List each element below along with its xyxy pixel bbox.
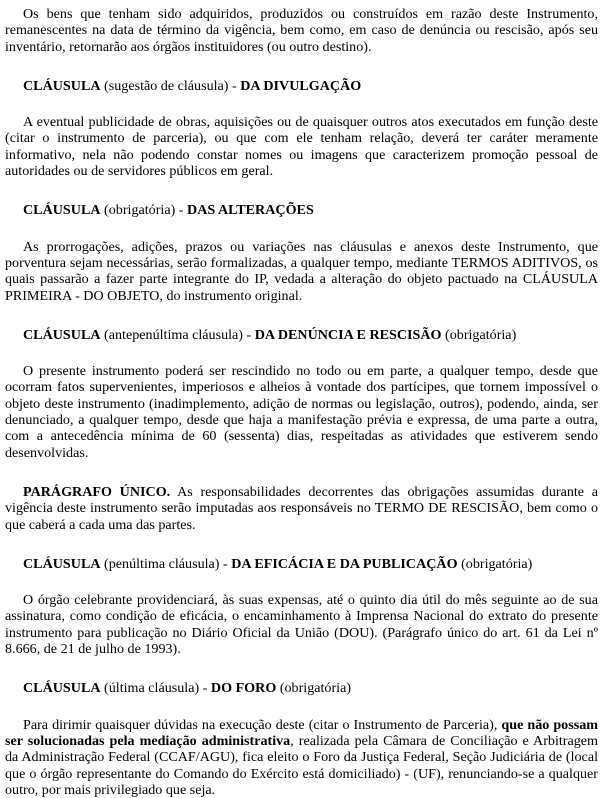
- paragraph-eficacia: O órgão celebrante providenciará, às suas expensas, até o quinto dia útil do mês seguinte ao de sua assinatura, como condição de eficácia, o encaminhamento à Imprensa Nacional do extrato do presente instrumento para publicação no Diário Oficial da União (DOU). (Parágrafo único do art. 61 da Lei nº 8.666, de 21 de julho de 1993).: [5, 592, 598, 658]
- clause-label: CLÁUSULA: [23, 680, 101, 697]
- clause-title: DA DIVULGAÇÃO: [240, 77, 362, 94]
- paragraph-alteracoes: As prorrogações, adições, prazos ou variações nas cláusulas e anexos deste Instrumento, que porventura sejam necessárias, serão formalizadas, a qualquer tempo, mediante TERMOS ADITIVOS, os quais passarão a fazer parte integrante do IP, vedada a alteração do objeto pactuado na CLÁUSULA PRIMEIRA - DO OBJETO, do instrumento original.: [5, 238, 598, 304]
- clause-label: CLÁUSULA: [23, 202, 101, 219]
- paragraph-unico-text: As responsabilidades decorrentes das obrigações assumidas durante a vigência deste instrumento serão imputadas aos responsáveis no TERMO DE RESCISÃO, bem como o que caberá a cada uma das partes.: [5, 483, 599, 533]
- clause-title: DAS ALTERAÇÕES: [187, 202, 314, 219]
- clause-heading-denuncia: [5, 327, 598, 343]
- clause-note: (última cláusula) -: [100, 680, 211, 697]
- paragraph-unico: [5, 484, 598, 533]
- clause-title: DO FORO: [210, 680, 277, 697]
- paragraph-foro-part1: Para dirimir quaisquer dúvidas na execução deste (citar o Instrumento de Parceria),: [23, 716, 502, 733]
- paragraph-foro: [5, 717, 598, 798]
- clause-suffix: (obrigatória): [457, 555, 533, 572]
- clause-label: CLÁUSULA: [23, 77, 101, 94]
- paragraph-foro-bold: que não possam ser solucionadas pela mediação administrativa: [5, 716, 598, 749]
- clause-note: (obrigatória) -: [100, 202, 188, 219]
- clause-suffix: (obrigatória): [276, 680, 352, 697]
- paragraph-denuncia: O presente instrumento poderá ser rescindido no todo ou em parte, a qualquer tempo, desde que ocorram fatos supervenientes, imperiosos e alheios à vontade dos partícipes, que tornem impossível o objeto deste instrumento (inadimplemento, adição de normas ou legislação, outros), podendo, ainda, ser denunciado, a qualquer tempo, desde que haja a manifestação prévia e expressa, de uma parte a outra, com a antecedência mínima de 60 (sessenta) dias, respeitadas as atividades que estiverem sendo desenvolvidas.: [5, 363, 598, 461]
- clause-note: (penúltima cláusula) -: [100, 555, 232, 572]
- clause-heading-foro: [5, 680, 598, 696]
- paragraph-foro-part2: , realizada pela Câmara de Conciliação e Arbitragem da Administração Federal (CCAF/AGU), fica eleito o Foro da Justiça Federal, Seção Judiciária de (local que o órgão representante do Comando do Exército está domiciliado) - (UF), renunciando-se a qualquer outro, por mais privilegiado que seja.: [5, 732, 598, 798]
- clause-heading-eficacia: [5, 556, 598, 572]
- clause-heading-alteracoes: [5, 202, 598, 218]
- clause-title: DA DENÚNCIA E RESCISÃO: [254, 326, 442, 343]
- clause-heading-divulgacao: [5, 78, 598, 94]
- paragraph-bens: Os bens que tenham sido adquiridos, produzidos ou construídos em razão deste Instrumento, remanescentes na data de término da vigência, bem como, em caso de denúncia ou rescisão, após seu inventário, retornarão aos órgãos instituidores (ou outro destino).: [5, 6, 598, 55]
- clause-title: DA EFICÁCIA E DA PUBLICAÇÃO: [231, 555, 458, 572]
- clause-label: CLÁUSULA: [23, 555, 101, 572]
- paragraph-unico-label: PARÁGRAFO ÚNICO.: [23, 483, 171, 500]
- clause-note: (sugestão de cláusula) -: [100, 77, 241, 94]
- clause-note: (antepenúltima cláusula) -: [100, 326, 255, 343]
- clause-label: CLÁUSULA: [23, 326, 101, 343]
- paragraph-divulgacao: A eventual publicidade de obras, aquisições ou de quaisquer outros atos executados em função deste (citar o instrumento de parceria), ou que com ele tenham relação, deverá ter caráter meramente informativo, nela não podendo constar nomes ou imagens que caracterizem promoção pessoal de autoridades ou de servidores públicos em geral.: [5, 114, 598, 180]
- clause-suffix: (obrigatória): [441, 326, 517, 343]
